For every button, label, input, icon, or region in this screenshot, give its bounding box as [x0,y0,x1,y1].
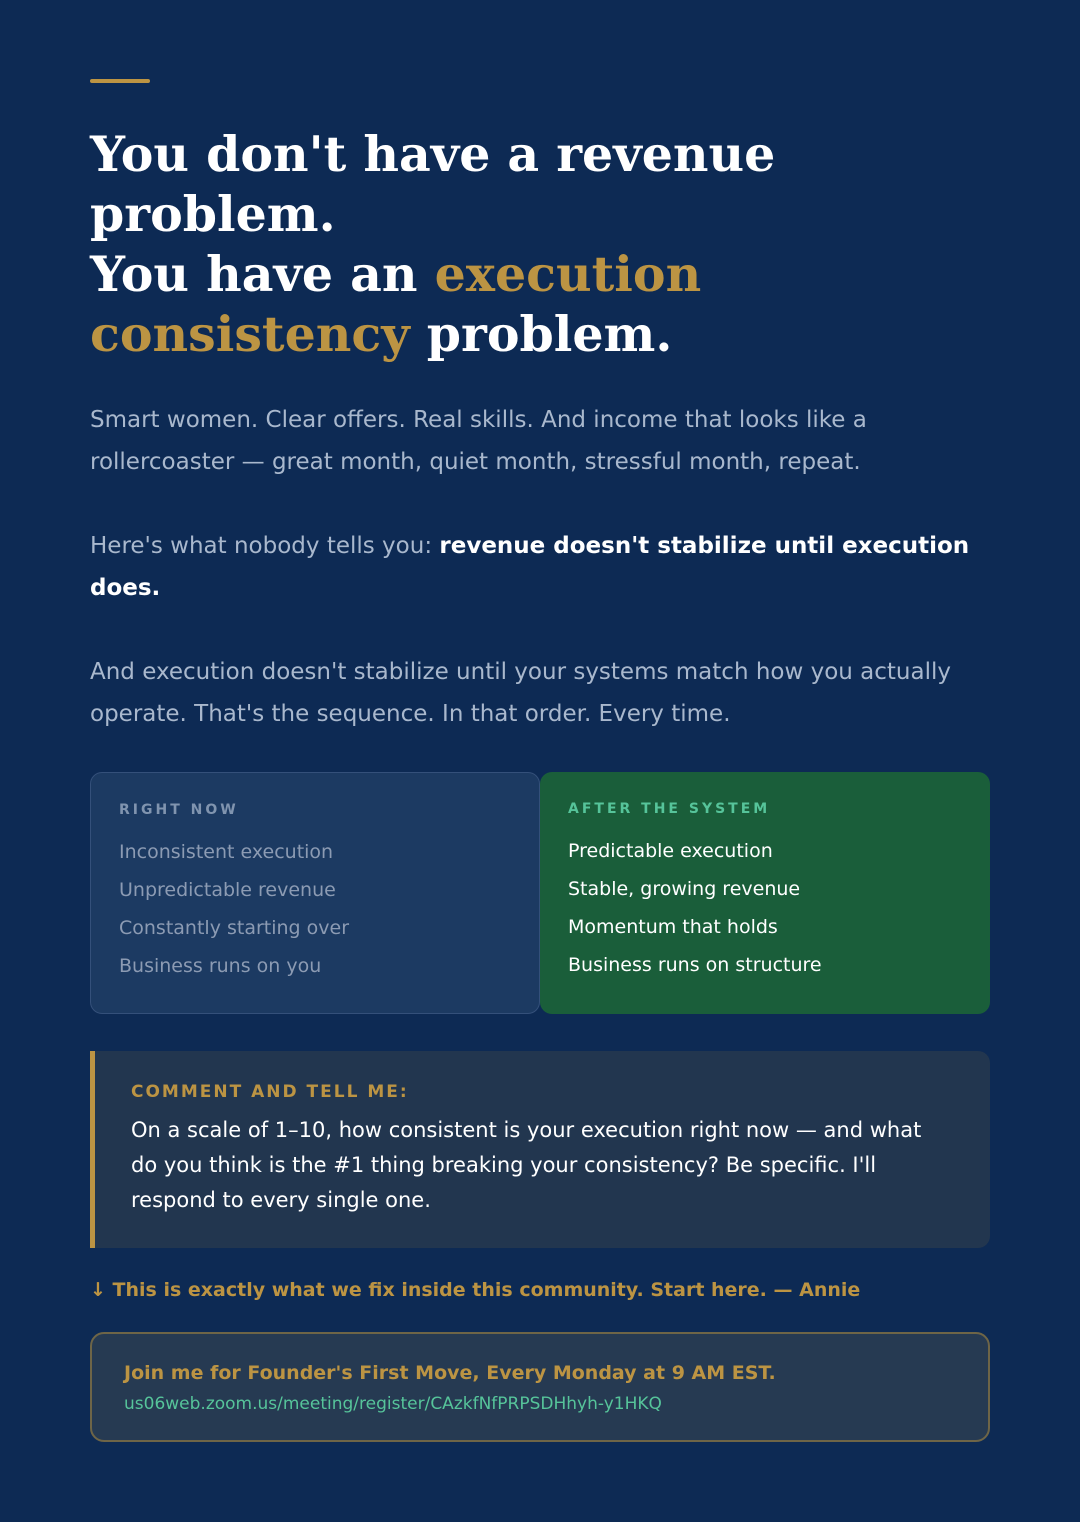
after-item: Momentum that holds [568,916,778,938]
comment-prompt-text: On a scale of 1–10, how consistent is your execution right now — and what do you think is the #1 thing breaking your consistency? Be specific. I'll respond to every single one. [131,1118,922,1212]
before-item: Inconsistent execution [119,841,334,863]
after-item: Stable, growing revenue [568,878,801,900]
before-card-label: RIGHT NOW [119,802,239,818]
after-item: Business runs on structure [568,954,822,976]
insight-paragraph [90,525,990,609]
zoom-register-link[interactable]: us06web.zoom.us/meeting/register/CAzkfNfPRPSDHhyh-y1HKQ [124,1394,662,1414]
insight-prefix: Here's what nobody tells you: [90,533,440,559]
after-list [568,832,962,984]
after-card-label: AFTER THE SYSTEM [568,801,771,817]
headline-highlight: execution consistency [90,245,702,363]
before-card [90,772,540,1014]
accent-bar [90,79,150,83]
headline-line-2-prefix: You have an [90,245,435,303]
headline [90,124,990,364]
after-card [540,772,990,1014]
join-meeting-title: Join me for Founder's First Move, Every Monday at 9 AM EST. [124,1362,776,1384]
before-item: Unpredictable revenue [119,879,336,901]
comment-prompt-label: COMMENT AND TELL ME: [131,1082,409,1102]
headline-line-1: You don't have a revenue problem. [90,125,776,243]
before-item: Constantly starting over [119,917,350,939]
headline-line-2-suffix: problem. [409,305,673,363]
join-meeting-box [90,1332,990,1442]
after-item: Predictable execution [568,840,773,862]
before-item: Business runs on you [119,955,322,977]
sequence-paragraph: And execution doesn't stabilize until your systems match how you actually operate. That's the sequence. In that order. Every time. [90,659,951,727]
insight-bold: revenue doesn't stabilize until execution does. [90,533,970,601]
intro-paragraph: Smart women. Clear offers. Real skills. And income that looks like a rollercoaster — great month, quiet month, stressful month, repeat. [90,407,867,475]
before-list [119,833,511,985]
comment-prompt-box [90,1051,990,1248]
community-callout: ↓ This is exactly what we fix inside this community. Start here. — Annie [90,1279,861,1301]
